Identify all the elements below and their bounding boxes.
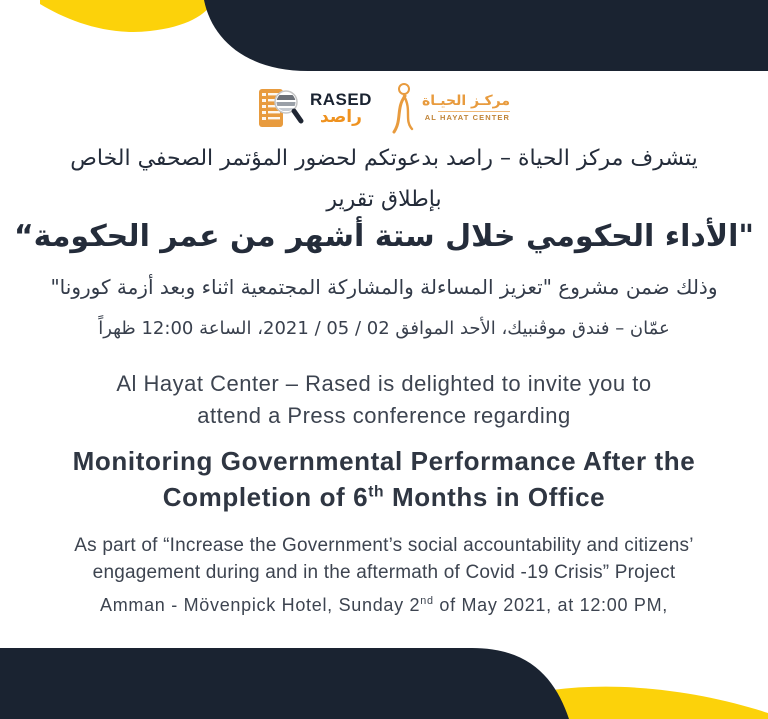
english-project-line-2: engagement during and in the aftermath of Covid -19 Crisis” Project: [92, 562, 676, 583]
rased-logo-text: [310, 91, 372, 126]
al-hayat-logo: [390, 82, 510, 134]
english-invite-line-2: attend a Press conference regarding: [197, 403, 571, 428]
english-venue-prefix: Amman - Mövenpick Hotel, Sunday 2: [100, 595, 421, 615]
al-hayat-logo-text: [422, 94, 510, 123]
top-decoration: [0, 0, 768, 75]
english-title-line-2-suffix: Months in Office: [384, 482, 606, 512]
bottom-yellow-swoosh: [535, 687, 768, 719]
rased-logo-name: RASED: [309, 89, 372, 109]
english-title-line-1: Monitoring Governmental Performance After the: [72, 446, 696, 476]
rased-logo-arabic: راصد: [320, 106, 362, 127]
rased-logo: [258, 85, 372, 131]
english-title-ordinal: th: [368, 483, 385, 501]
logo-row: [0, 82, 768, 134]
english-venue-line: [0, 595, 768, 616]
english-title-line-2-prefix: Completion of 6: [162, 482, 369, 512]
english-title-line-2: [0, 482, 768, 513]
arabic-report-title: "الأداء الحكومي خلال ستة أشهر من عمر الحكومة“: [13, 219, 755, 254]
top-yellow-swoosh: [40, 0, 214, 32]
bottom-navy-band: [0, 648, 569, 719]
al-hayat-logo-divider: [438, 111, 510, 112]
english-project-line-1: As part of “Increase the Government’s social accountability and citizens’: [74, 535, 694, 556]
english-venue-ordinal: nd: [420, 595, 434, 607]
english-venue-suffix: of May 2021, at 12:00 PM,: [433, 595, 668, 615]
top-navy-band: [204, 0, 768, 71]
arabic-launch-line: بإطلاق تقرير: [326, 187, 442, 212]
bottom-decoration: [0, 643, 768, 719]
al-hayat-logo-arabic: مركـز الحيـاة: [421, 92, 511, 109]
al-hayat-logo-english: AL HAYAT CENTER: [424, 113, 511, 123]
rased-magnifier-icon: [258, 85, 304, 131]
al-hayat-figure-icon: [390, 82, 416, 134]
arabic-venue-line: عمّان – فندق موڤنبيك، الأحد الموافق 02 / 05 / 2021، الساعة 12:00 ظهراً: [98, 318, 670, 339]
english-invite-line-1: Al Hayat Center – Rased is delighted to invite you to: [116, 371, 652, 396]
arabic-invite-line: يتشرف مركز الحياة – راصد بدعوتكم لحضور المؤتمر الصحفي الخاص: [70, 146, 698, 171]
arabic-project-line: وذلك ضمن مشروع "تعزيز المساءلة والمشاركة المجتمعية اثناء وبعد أزمة كورونا": [50, 275, 718, 299]
